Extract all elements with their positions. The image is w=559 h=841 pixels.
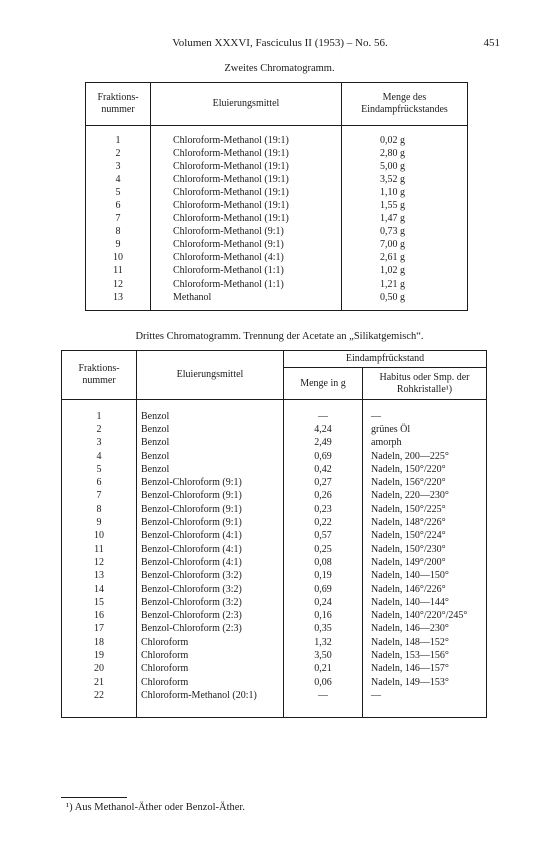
- table2-cell: Benzol-Chloroform (2:3): [137, 609, 284, 622]
- table1-cell: 1,21 g: [341, 278, 467, 291]
- table2-header-amount: Menge in g: [284, 368, 363, 400]
- table1-cell: 1,55 g: [341, 199, 467, 212]
- table2-row: [62, 676, 487, 689]
- table2-cell: 8: [96, 503, 102, 515]
- table2-cell: 0,16: [284, 609, 363, 622]
- table2-cell: Nadeln, 200—225°: [363, 450, 487, 463]
- table2-cell: amorph: [363, 437, 487, 450]
- table2-cell: 16: [94, 610, 104, 622]
- table2-cell: 2,49: [284, 437, 363, 450]
- table1-row: [86, 173, 468, 186]
- table2-cell: Chloroform: [137, 636, 284, 649]
- table2-cell: 0,35: [284, 623, 363, 636]
- table2-body: [62, 400, 487, 718]
- table2-cell: Nadeln, 150°/225°: [363, 503, 487, 516]
- table1-cell: Chloroform-Methanol (9:1): [151, 226, 342, 239]
- table2-header-row: [62, 351, 487, 368]
- table2-row: [62, 623, 487, 636]
- table2-cell: Chloroform: [137, 676, 284, 689]
- table2-row: [62, 596, 487, 609]
- table1-row: [86, 226, 468, 239]
- table2-cell: 4: [96, 450, 102, 462]
- table2-cell: —: [284, 400, 363, 424]
- table1-cell: 9: [115, 239, 121, 251]
- table2-cell: Nadeln, 148°/226°: [363, 516, 487, 529]
- table-zweites-chromatogramm: [85, 82, 468, 311]
- table1-cell: 11: [113, 265, 123, 277]
- table2-cell: Nadeln, 150°/224°: [363, 530, 487, 543]
- table2-header-eluent: Eluierungsmittel: [137, 351, 284, 400]
- table1-cell: 5: [115, 186, 121, 198]
- table1-cell: Chloroform-Methanol (1:1): [151, 265, 342, 278]
- table2-cell: Nadeln, 156°/220°: [363, 476, 487, 489]
- table2-cell: 21: [94, 676, 104, 688]
- table1-header-fraction: Fraktions- nummer: [86, 83, 151, 126]
- table2-row: [62, 450, 487, 463]
- table1-row: [86, 186, 468, 199]
- footnote: ¹) Aus Methanol-Äther oder Benzol-Äther.: [66, 802, 245, 813]
- table2-cell: 0,06: [284, 676, 363, 689]
- table2-cell: Nadeln, 140—150°: [363, 570, 487, 583]
- table1-cell: 1,02 g: [341, 265, 467, 278]
- table1-header-eluent: Eluierungsmittel: [151, 83, 342, 126]
- table2-cell: Benzol-Chloroform (9:1): [137, 476, 284, 489]
- table2-cell: Nadeln, 149°/200°: [363, 556, 487, 569]
- table2-cell: Benzol-Chloroform (3:2): [137, 583, 284, 596]
- page-header: [60, 37, 500, 53]
- table2-row: [62, 463, 487, 476]
- table1-row: [86, 213, 468, 226]
- table2-cell: 0,23: [284, 503, 363, 516]
- table2-row: [62, 663, 487, 676]
- table1-cell: 0,50 g: [341, 291, 467, 311]
- table2-cell: 1,32: [284, 636, 363, 649]
- table2-cell: 0,19: [284, 570, 363, 583]
- table2-cell: Nadeln, 150°/220°: [363, 463, 487, 476]
- table2-cell: Benzol-Chloroform (4:1): [137, 556, 284, 569]
- table2-cell: 20: [94, 663, 104, 675]
- table2-header-group: Eindampfrückstand: [284, 351, 487, 368]
- table2-cell: 0,57: [284, 530, 363, 543]
- table1-row: [86, 199, 468, 212]
- table1-header-row: [86, 83, 468, 126]
- table2-cell: 0,27: [284, 476, 363, 489]
- table1-caption: Zweites Chromatogramm.: [224, 63, 335, 74]
- table1-cell: Chloroform-Methanol (1:1): [151, 278, 342, 291]
- table2-cell: 0,26: [284, 490, 363, 503]
- table2-cell: 0,25: [284, 543, 363, 556]
- table2-cell: 11: [94, 543, 104, 555]
- table1-cell: 1: [115, 134, 121, 146]
- table2-cell: 4,24: [284, 423, 363, 436]
- table1-cell: 2,61 g: [341, 252, 467, 265]
- table1-cell: 1,47 g: [341, 213, 467, 226]
- table2-row: [62, 636, 487, 649]
- table2-cell: Nadeln, 149—153°: [363, 676, 487, 689]
- table2-cell: Nadeln, 146°/226°: [363, 583, 487, 596]
- table1-row: [86, 278, 468, 291]
- table1-cell: 7,00 g: [341, 239, 467, 252]
- table2-cell: Benzol-Chloroform (3:2): [137, 596, 284, 609]
- table2-cell: Benzol-Chloroform (9:1): [137, 490, 284, 503]
- table2-row: [62, 516, 487, 529]
- table2-cell: Nadeln, 220—230°: [363, 490, 487, 503]
- table2-row: [62, 476, 487, 489]
- table2-cell: Benzol: [137, 450, 284, 463]
- table1-cell: 0,02 g: [341, 126, 467, 148]
- table1-cell: Chloroform-Methanol (19:1): [151, 186, 342, 199]
- table2-cell: Nadeln, 146—230°: [363, 623, 487, 636]
- table2-cell: Benzol-Chloroform (4:1): [137, 543, 284, 556]
- table2-cell: 0,42: [284, 463, 363, 476]
- table2-cell: Nadeln, 150°/230°: [363, 543, 487, 556]
- table1-cell: 1,10 g: [341, 186, 467, 199]
- table1-row: [86, 252, 468, 265]
- table2-caption: Drittes Chromatogramm. Trennung der Acetate an „Silikatgemisch“.: [135, 331, 424, 342]
- table2-row: [62, 583, 487, 596]
- table2-cell: Benzol: [137, 423, 284, 436]
- table1-cell: Chloroform-Methanol (19:1): [151, 213, 342, 226]
- page-number: 451: [483, 37, 500, 49]
- table2-cell: Benzol: [137, 400, 284, 424]
- table2-cell: 1: [96, 410, 102, 422]
- table2-cell: 19: [94, 649, 104, 661]
- table-drittes-chromatogramm: [61, 350, 487, 718]
- table1-row: [86, 291, 468, 311]
- table2-row: [62, 609, 487, 622]
- table1-cell: 3: [115, 160, 121, 172]
- table2-cell: Benzol: [137, 463, 284, 476]
- table2-cell: Benzol: [137, 437, 284, 450]
- table2-cell: Benzol-Chloroform (9:1): [137, 516, 284, 529]
- table2-row: [62, 530, 487, 543]
- table2-cell: Benzol-Chloroform (2:3): [137, 623, 284, 636]
- table2-row: [62, 556, 487, 569]
- table2-cell: Nadeln, 153—156°: [363, 649, 487, 662]
- table2-cell: 0,69: [284, 450, 363, 463]
- table2-cell: 7: [96, 490, 102, 502]
- table2-cell: 18: [94, 636, 104, 648]
- table2-row: [62, 570, 487, 583]
- table2-row: [62, 400, 487, 424]
- table2-cell: Nadeln, 140°/220°/245°: [363, 609, 487, 622]
- table1-cell: 3,52 g: [341, 173, 467, 186]
- table2-cell: 0,22: [284, 516, 363, 529]
- table1-cell: Chloroform-Methanol (19:1): [151, 173, 342, 186]
- table1-body: [86, 126, 468, 311]
- table1-cell: 5,00 g: [341, 160, 467, 173]
- table2-cell: 9: [96, 517, 102, 529]
- table2-cell: 14: [94, 583, 104, 595]
- table2-cell: Benzol-Chloroform (4:1): [137, 530, 284, 543]
- table1-cell: 0,73 g: [341, 226, 467, 239]
- table1-cell: Chloroform-Methanol (19:1): [151, 126, 342, 148]
- table2-cell: Benzol-Chloroform (3:2): [137, 570, 284, 583]
- table1-row: [86, 239, 468, 252]
- table2-cell: Nadeln, 148—152°: [363, 636, 487, 649]
- table1-cell: Chloroform-Methanol (19:1): [151, 160, 342, 173]
- table1-cell: 8: [115, 226, 121, 238]
- table2-cell: 3: [96, 437, 102, 449]
- table2-cell: 0,69: [284, 583, 363, 596]
- table2-row: [62, 437, 487, 450]
- footnote-rule: [61, 797, 127, 798]
- table2-row: [62, 543, 487, 556]
- table1-row: [86, 147, 468, 160]
- table2-row: [62, 649, 487, 662]
- table2-cell: —: [284, 689, 363, 717]
- table2-cell: 13: [94, 570, 104, 582]
- table2-cell: Benzol-Chloroform (9:1): [137, 503, 284, 516]
- table2-row: [62, 490, 487, 503]
- table2-cell: 12: [94, 556, 104, 568]
- table1-row: [86, 265, 468, 278]
- table1-cell: 7: [115, 213, 121, 225]
- table1-header-amount: Menge des Eindampfrückstandes: [341, 83, 467, 126]
- table2-cell: 0,21: [284, 663, 363, 676]
- table1-cell: 6: [115, 200, 121, 212]
- table2-cell: 15: [94, 596, 104, 608]
- table1-cell: 4: [115, 173, 121, 185]
- table2-cell: 17: [94, 623, 104, 635]
- table1-cell: Methanol: [151, 291, 342, 311]
- table2-cell: 5: [96, 463, 102, 475]
- table2-cell: 3,50: [284, 649, 363, 662]
- table2-cell: 22: [94, 689, 104, 701]
- table2-cell: Nadeln, 146—157°: [363, 663, 487, 676]
- table2-header-habit: Habitus oder Smp. der Rohkristalle¹): [363, 368, 487, 400]
- journal-reference: Volumen XXXVI, Fasciculus II (1953) – No. 56.: [172, 37, 388, 49]
- table2-cell: 10: [94, 530, 104, 542]
- table1-row: [86, 126, 468, 148]
- table2-cell: Chloroform: [137, 663, 284, 676]
- table1-cell: 2,80 g: [341, 147, 467, 160]
- table2-cell: —: [363, 689, 487, 717]
- table2-cell: Chloroform-Methanol (20:1): [137, 689, 284, 717]
- table2-cell: Nadeln, 140—144°: [363, 596, 487, 609]
- table1-cell: Chloroform-Methanol (19:1): [151, 147, 342, 160]
- table1-row: [86, 160, 468, 173]
- table2-cell: 0,08: [284, 556, 363, 569]
- table1-cell: Chloroform-Methanol (19:1): [151, 199, 342, 212]
- table2-cell: —: [363, 400, 487, 424]
- table2-cell: 6: [96, 477, 102, 489]
- table1-cell: Chloroform-Methanol (9:1): [151, 239, 342, 252]
- table1-cell: Chloroform-Methanol (4:1): [151, 252, 342, 265]
- table1-cell: 13: [113, 291, 123, 303]
- table2-cell: Chloroform: [137, 649, 284, 662]
- table2-cell: grünes Öl: [363, 423, 487, 436]
- table2-row: [62, 689, 487, 717]
- table2-header-fraction: Fraktions- nummer: [62, 351, 137, 400]
- table2-row: [62, 503, 487, 516]
- table1-cell: 10: [113, 252, 123, 264]
- table1-cell: 2: [115, 147, 121, 159]
- table2-cell: 2: [96, 423, 102, 435]
- table1-cell: 12: [113, 278, 123, 290]
- table2-cell: 0,24: [284, 596, 363, 609]
- table2-row: [62, 423, 487, 436]
